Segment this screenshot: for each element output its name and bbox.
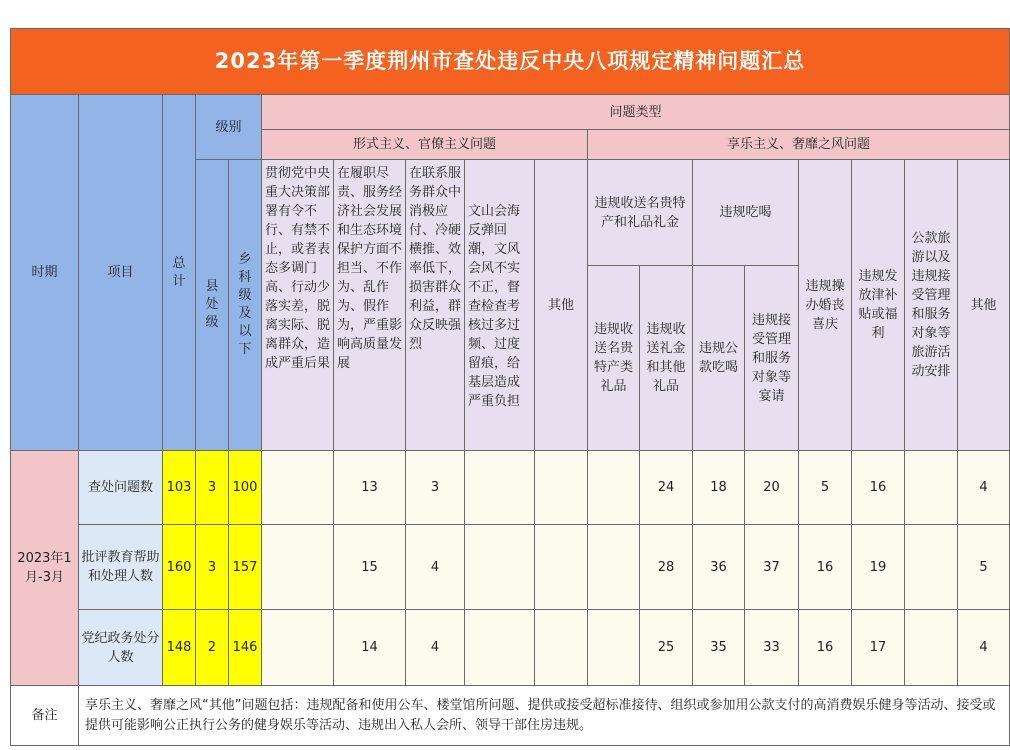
header-gifts-cash: 违规收送礼金和其他礼品 — [640, 266, 693, 451]
cell-h1a — [588, 525, 640, 610]
cell-f4 — [465, 451, 535, 525]
header-hedonism-gifts: 违规收送名贵特产和礼品礼金 — [588, 160, 693, 266]
cell-h2b: 37 — [745, 525, 799, 610]
cell-h1b: 24 — [640, 451, 693, 525]
cell-h2b: 33 — [745, 610, 799, 686]
row-label: 查处问题数 — [79, 451, 163, 525]
header-county — [196, 160, 229, 451]
cell-township: 146 — [229, 610, 262, 686]
summary-table — [10, 28, 1010, 746]
header-formalism-4: 文山会海反弹回潮，文风会风不实不正，督查检查考核过多过频、过度留痕，给基层造成严重负担 — [465, 160, 535, 451]
header-period: 时期 — [11, 95, 79, 451]
note-text: 享乐主义、奢靡之风“其他”问题包括：违规配备和使用公车、楼堂馆所问题、提供或接受超标准接待、组织或参加用公款支付的高消费娱乐健身等活动、接受或提供可能影响公正执行公务的健身娱乐等活动、违规出入私人会所、领导干部住房违规。 — [79, 686, 1010, 746]
header-problem-type: 问题类型 — [262, 95, 1010, 130]
cell-f5 — [535, 610, 588, 686]
cell-f2: 15 — [334, 525, 406, 610]
header-hedonism-travel: 公款旅游以及违规接受管理和服务对象等旅游活动安排 — [905, 160, 958, 451]
cell-h6: 4 — [958, 451, 1010, 525]
cell-h4: 17 — [852, 610, 905, 686]
cell-h1b: 28 — [640, 525, 693, 610]
cell-h1a — [588, 610, 640, 686]
cell-h2b: 20 — [745, 451, 799, 525]
cell-f3: 4 — [406, 610, 465, 686]
cell-f1 — [262, 525, 334, 610]
row-label: 党纪政务处分人数 — [79, 610, 163, 686]
cell-f2: 14 — [334, 610, 406, 686]
cell-total: 103 — [163, 451, 196, 525]
header-township-text: 乡科级及以下 — [238, 252, 252, 357]
cell-h5 — [905, 610, 958, 686]
cell-h4: 19 — [852, 525, 905, 610]
cell-h6: 5 — [958, 525, 1010, 610]
note-label: 备注 — [11, 686, 79, 746]
cell-county: 2 — [196, 610, 229, 686]
cell-f1 — [262, 451, 334, 525]
header-total — [163, 95, 196, 451]
cell-h5 — [905, 451, 958, 525]
cell-h1a — [588, 451, 640, 525]
header-hedonism-weddings: 违规操办婚丧喜庆 — [799, 160, 852, 451]
cell-h3: 16 — [799, 525, 852, 610]
cell-f4 — [465, 610, 535, 686]
cell-f2: 13 — [334, 451, 406, 525]
cell-f1 — [262, 610, 334, 686]
cell-h5 — [905, 525, 958, 610]
header-formalism: 形式主义、官僚主义问题 — [262, 130, 588, 160]
cell-h2a: 18 — [693, 451, 745, 525]
header-formalism-1: 贯彻党中央重大决策部署有令不行、有禁不止，或者表态多调门高、行动少落实差，脱离实际、脱离群众，造成严重后果 — [262, 160, 334, 451]
cell-township: 157 — [229, 525, 262, 610]
cell-f3: 3 — [406, 451, 465, 525]
cell-h3: 5 — [799, 451, 852, 525]
header-level: 级别 — [196, 95, 262, 160]
header-dining-banquet: 违规接受管理和服务对象等宴请 — [745, 266, 799, 451]
cell-total: 148 — [163, 610, 196, 686]
header-hedonism: 享乐主义、奢靡之风问题 — [588, 130, 1010, 160]
cell-h2a: 36 — [693, 525, 745, 610]
cell-total: 160 — [163, 525, 196, 610]
cell-h6: 4 — [958, 610, 1010, 686]
header-formalism-2: 在履职尽责、服务经济社会发展和生态环境保护方面不担当、不作为、乱作为、假作为，严重影响高质量发展 — [334, 160, 406, 451]
header-formalism-3: 在联系服务群众中消极应付、冷硬横推、效率低下，损害群众利益，群众反映强烈 — [406, 160, 465, 451]
cell-f5 — [535, 525, 588, 610]
cell-f5 — [535, 451, 588, 525]
header-total-text: 总计 — [172, 255, 186, 289]
header-item: 项目 — [79, 95, 163, 451]
header-county-text: 县处级 — [205, 279, 219, 330]
summary-table-frame — [10, 28, 997, 746]
cell-f3: 4 — [406, 525, 465, 610]
cell-h3: 16 — [799, 610, 852, 686]
header-hedonism-subsidies: 违规发放津补贴或福利 — [852, 160, 905, 451]
cell-h4: 16 — [852, 451, 905, 525]
page-title: 2023年第一季度荆州市查处违反中央八项规定精神问题汇总 — [11, 29, 1010, 95]
period-cell: 2023年1月-3月 — [11, 451, 79, 686]
header-formalism-other: 其他 — [535, 160, 588, 451]
cell-county: 3 — [196, 451, 229, 525]
cell-h1b: 25 — [640, 610, 693, 686]
row-label: 批评教育帮助和处理人数 — [79, 525, 163, 610]
header-hedonism-other: 其他 — [958, 160, 1010, 451]
header-township — [229, 160, 262, 451]
cell-county: 3 — [196, 525, 229, 610]
header-hedonism-dining: 违规吃喝 — [693, 160, 799, 266]
cell-township: 100 — [229, 451, 262, 525]
cell-h2a: 35 — [693, 610, 745, 686]
cell-f4 — [465, 525, 535, 610]
header-dining-public: 违规公款吃喝 — [693, 266, 745, 451]
header-gifts-specialty: 违规收送名贵特产类礼品 — [588, 266, 640, 451]
